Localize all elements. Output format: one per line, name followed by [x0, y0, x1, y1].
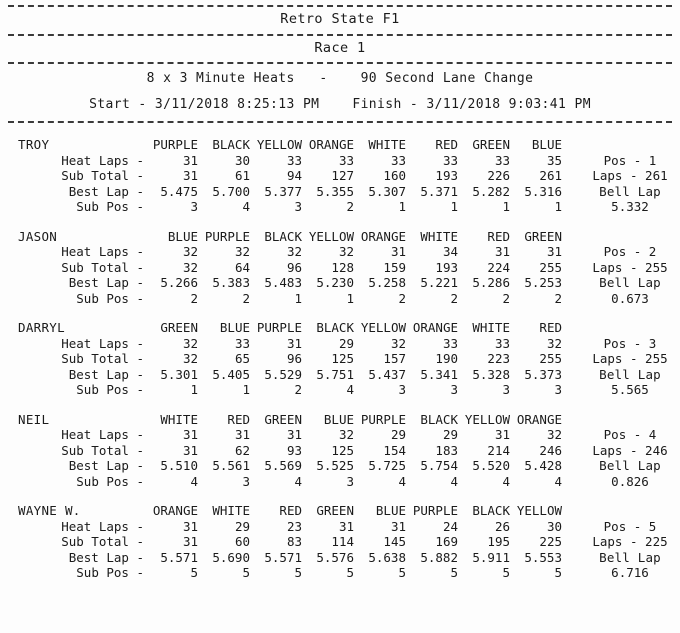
- sub-total-row: [0, 168, 680, 184]
- sub-total: 94: [286, 168, 302, 183]
- lane-color-header: BLACK: [316, 320, 354, 335]
- heat-laps-label: Heat Laps -: [61, 152, 144, 168]
- sub-pos: 3: [346, 473, 354, 489]
- best-lap: 5.751: [316, 366, 354, 382]
- sub-total: 65: [234, 351, 250, 366]
- sub-total: 64: [234, 259, 250, 275]
- best-lap: 5.355: [316, 183, 354, 199]
- best-lap: 5.377: [264, 183, 302, 199]
- best-lap: 5.882: [420, 549, 458, 565]
- total-laps-value: Laps - 261: [592, 168, 668, 183]
- sub-total: 223: [487, 351, 510, 366]
- heat-laps: 32: [338, 244, 354, 259]
- heat-laps-row: [0, 427, 680, 443]
- best-lap: 5.569: [264, 458, 302, 473]
- position-value: Pos - 1: [603, 152, 657, 168]
- heat-laps: 23: [286, 518, 302, 534]
- driver-header-row: [0, 412, 680, 428]
- sub-total: 96: [286, 351, 302, 366]
- heat-laps: 32: [286, 244, 302, 259]
- sub-pos: 3: [294, 199, 302, 214]
- position-value: Pos - 5: [603, 518, 657, 534]
- position-value: Pos - 4: [603, 427, 657, 442]
- sub-total-row: [0, 351, 680, 367]
- heat-laps: 31: [338, 518, 354, 534]
- sub-total: 195: [487, 534, 510, 549]
- best-lap: 5.553: [524, 549, 562, 565]
- heat-laps-label: Heat Laps -: [61, 244, 144, 259]
- heat-laps: 31: [390, 244, 406, 259]
- best-lap: 5.316: [524, 183, 562, 199]
- sub-total: 32: [182, 259, 198, 275]
- sub-total: 128: [331, 259, 354, 275]
- heat-laps: 33: [286, 152, 302, 168]
- sub-total: 93: [286, 442, 302, 458]
- heat-laps-row: [0, 244, 680, 260]
- best-lap-label: Best Lap -: [68, 549, 144, 565]
- sub-pos: 1: [450, 199, 458, 214]
- sub-total: 114: [331, 534, 354, 549]
- sub-total: 61: [234, 168, 250, 183]
- sub-total: 255: [539, 351, 562, 366]
- sub-pos: 2: [294, 382, 302, 397]
- sub-pos: 4: [554, 473, 562, 489]
- sub-pos: 3: [450, 382, 458, 397]
- event-title: Retro State F1: [280, 11, 400, 27]
- heat-laps: 35: [546, 152, 562, 168]
- best-lap: 5.266: [160, 275, 198, 290]
- best-lap-label: Best Lap -: [68, 275, 144, 290]
- driver-name: NEIL: [18, 411, 50, 427]
- heat-laps: 31: [286, 335, 302, 351]
- sub-pos: 1: [398, 199, 406, 214]
- bell-lap-time: 5.565: [611, 382, 649, 397]
- total-laps-value: Laps - 255: [592, 351, 668, 366]
- heat-laps: 31: [494, 427, 510, 442]
- heat-laps: 33: [442, 152, 458, 168]
- sub-pos: 4: [502, 473, 510, 489]
- lane-color-header: ORANGE: [360, 228, 406, 244]
- bell-lap-label: Bell Lap: [599, 183, 661, 199]
- heat-laps: 31: [390, 518, 406, 534]
- sub-pos: 5: [346, 565, 354, 580]
- best-lap: 5.561: [212, 458, 250, 473]
- best-lap: 5.258: [368, 275, 406, 290]
- lane-color-header: YELLOW: [516, 503, 562, 518]
- sub-pos: 2: [398, 290, 406, 306]
- best-lap: 5.576: [316, 549, 354, 565]
- sub-pos: 1: [554, 199, 562, 214]
- sub-total: 261: [539, 168, 562, 183]
- best-lap: 5.725: [368, 458, 406, 473]
- lane-color-header: RED: [227, 411, 250, 427]
- lane-color-header: BLACK: [472, 503, 510, 518]
- driver-header-row: [0, 229, 680, 245]
- sub-total: 190: [435, 351, 458, 366]
- lane-color-header: PURPLE: [360, 411, 406, 427]
- driver-header-row: [0, 503, 680, 519]
- driver-block: [0, 320, 680, 398]
- bell-lap-time: 0.826: [611, 473, 649, 489]
- best-lap-row: [0, 275, 680, 291]
- best-lap: 5.754: [420, 458, 458, 473]
- sub-pos: 3: [554, 382, 562, 397]
- best-lap: 5.571: [160, 549, 198, 565]
- lane-color-header: BLACK: [264, 228, 302, 244]
- sub-pos: 4: [450, 473, 458, 489]
- lane-color-header: ORANGE: [516, 411, 562, 427]
- best-lap-row: [0, 458, 680, 474]
- sub-total-label: Sub Total -: [61, 534, 144, 549]
- sub-total: 32: [182, 351, 198, 366]
- heat-laps: 33: [390, 152, 406, 168]
- lane-color-header: YELLOW: [256, 137, 302, 152]
- best-lap: 5.437: [368, 366, 406, 382]
- sub-total: 225: [539, 534, 562, 549]
- sub-total: 193: [435, 168, 458, 183]
- best-lap-label: Best Lap -: [68, 458, 144, 473]
- lane-color-header: RED: [487, 228, 510, 244]
- best-lap: 5.405: [212, 366, 250, 382]
- driver-block: [0, 503, 680, 581]
- best-lap: 5.571: [264, 549, 302, 565]
- sub-total: 226: [487, 168, 510, 183]
- best-lap: 5.253: [524, 275, 562, 290]
- total-laps-value: Laps - 246: [592, 442, 668, 458]
- sub-pos: 2: [450, 290, 458, 306]
- total-laps-value: Laps - 225: [592, 534, 668, 549]
- heat-laps: 31: [182, 427, 198, 442]
- lane-color-header: WHITE: [212, 503, 250, 518]
- heat-laps: 33: [494, 335, 510, 351]
- best-lap: 5.286: [472, 275, 510, 290]
- best-lap: 5.383: [212, 275, 250, 290]
- sub-pos: 2: [502, 290, 510, 306]
- sub-pos: 1: [502, 199, 510, 214]
- lane-color-header: GREEN: [524, 228, 562, 244]
- best-lap: 5.475: [160, 183, 198, 199]
- sub-pos: 2: [346, 199, 354, 214]
- driver-name: JASON: [18, 228, 58, 244]
- sub-pos-label: Sub Pos -: [76, 290, 144, 306]
- best-lap-label: Best Lap -: [68, 366, 144, 382]
- driver-block: [0, 229, 680, 307]
- sub-pos-row: [0, 382, 680, 398]
- sub-pos: 3: [502, 382, 510, 397]
- total-laps-value: Laps - 255: [592, 259, 668, 275]
- lane-color-header: ORANGE: [412, 320, 458, 335]
- bell-lap-time: 5.332: [611, 199, 649, 214]
- heat-laps: 33: [442, 335, 458, 351]
- sub-total-row: [0, 534, 680, 550]
- sub-total: 246: [539, 442, 562, 458]
- lane-color-header: YELLOW: [464, 411, 510, 427]
- sub-pos-row: [0, 565, 680, 581]
- sub-total: 183: [435, 442, 458, 458]
- sub-total-label: Sub Total -: [61, 168, 144, 183]
- sub-total-label: Sub Total -: [61, 442, 144, 458]
- heat-laps: 30: [234, 152, 250, 168]
- sub-pos-row: [0, 199, 680, 215]
- driver-header-row: [0, 320, 680, 336]
- sub-pos: 1: [294, 290, 302, 306]
- lane-color-header: BLUE: [531, 137, 562, 152]
- sub-pos-label: Sub Pos -: [76, 565, 144, 580]
- lane-color-header: WHITE: [472, 320, 510, 335]
- race-name: Race 1: [314, 40, 366, 56]
- sub-pos-row: [0, 474, 680, 490]
- lane-color-header: RED: [435, 137, 458, 152]
- heat-laps: 32: [182, 335, 198, 351]
- sub-total: 125: [331, 351, 354, 366]
- best-lap: 5.230: [316, 275, 354, 290]
- lane-color-header: GREEN: [316, 503, 354, 518]
- heat-laps: 33: [234, 335, 250, 351]
- sub-total-row: [0, 443, 680, 459]
- driver-name: DARRYL: [18, 320, 65, 335]
- heat-laps: 30: [546, 518, 562, 534]
- best-lap: 5.700: [212, 183, 250, 199]
- race-results-document: [0, 5, 680, 633]
- bell-lap-label: Bell Lap: [599, 549, 661, 565]
- heat-laps: 31: [234, 427, 250, 442]
- start-time: Start - 3/11/2018 8:25:13 PM: [89, 97, 320, 112]
- heat-laps: 31: [182, 518, 198, 534]
- heat-laps: 29: [234, 518, 250, 534]
- sub-pos: 5: [242, 565, 250, 580]
- race-format: 8 x 3 Minute Heats - 90 Second Lane Change: [146, 71, 534, 86]
- best-lap-label: Best Lap -: [68, 183, 144, 199]
- best-lap: 5.428: [524, 458, 562, 473]
- lane-color-header: RED: [539, 320, 562, 335]
- lane-color-header: BLUE: [375, 503, 406, 518]
- sub-total: 125: [331, 442, 354, 458]
- lane-color-header: PURPLE: [204, 228, 250, 244]
- sub-pos: 1: [242, 382, 250, 397]
- lane-color-header: WHITE: [420, 228, 458, 244]
- lane-color-header: GREEN: [472, 137, 510, 152]
- best-lap: 5.373: [524, 366, 562, 382]
- driver-header-row: [0, 137, 680, 153]
- sub-pos: 1: [346, 290, 354, 306]
- best-lap: 5.328: [472, 366, 510, 382]
- heat-laps: 34: [442, 244, 458, 259]
- best-lap: 5.529: [264, 366, 302, 382]
- heat-laps: 31: [546, 244, 562, 259]
- lane-color-header: BLACK: [212, 137, 250, 152]
- driver-results-list: [0, 123, 680, 581]
- lane-color-header: WHITE: [160, 411, 198, 427]
- position-value: Pos - 3: [603, 335, 657, 351]
- sub-total: 145: [383, 534, 406, 549]
- driver-name: WAYNE W.: [18, 503, 81, 518]
- position-value: Pos - 2: [603, 244, 657, 259]
- sub-total: 31: [182, 442, 198, 458]
- sub-total: 96: [286, 259, 302, 275]
- heat-laps: 29: [338, 335, 354, 351]
- sub-pos: 5: [190, 565, 198, 580]
- sub-pos: 5: [450, 565, 458, 580]
- lane-color-header: WHITE: [368, 137, 406, 152]
- sub-total-label: Sub Total -: [61, 351, 144, 366]
- heat-laps-row: [0, 336, 680, 352]
- sub-total: 157: [383, 351, 406, 366]
- sub-pos: 4: [346, 382, 354, 397]
- sub-total-label: Sub Total -: [61, 259, 144, 275]
- heat-laps: 32: [546, 427, 562, 442]
- best-lap: 5.341: [420, 366, 458, 382]
- best-lap: 5.371: [420, 183, 458, 199]
- heat-laps: 29: [442, 427, 458, 442]
- sub-total: 255: [539, 259, 562, 275]
- sub-pos-label: Sub Pos -: [76, 382, 144, 397]
- best-lap: 5.221: [420, 275, 458, 290]
- lane-color-header: PURPLE: [256, 320, 302, 335]
- heat-laps: 29: [390, 427, 406, 442]
- best-lap: 5.307: [368, 183, 406, 199]
- heat-laps: 24: [442, 518, 458, 534]
- driver-block: [0, 137, 680, 215]
- lane-color-header: ORANGE: [308, 137, 354, 152]
- sub-total: 60: [234, 534, 250, 549]
- driver-name: TROY: [18, 137, 50, 152]
- sub-pos: 1: [190, 382, 198, 397]
- sub-pos: 5: [554, 565, 562, 580]
- best-lap: 5.520: [472, 458, 510, 473]
- sub-pos: 4: [294, 473, 302, 489]
- sub-total: 224: [487, 259, 510, 275]
- sub-total: 31: [182, 534, 198, 549]
- sub-total-row: [0, 260, 680, 276]
- race-times: [0, 89, 680, 115]
- bell-lap-label: Bell Lap: [599, 275, 661, 290]
- sub-total: 31: [182, 168, 198, 183]
- sub-total: 193: [435, 259, 458, 275]
- lane-color-header: BLUE: [219, 320, 250, 335]
- sub-total: 62: [234, 442, 250, 458]
- sub-total: 160: [383, 168, 406, 183]
- bell-lap-time: 6.716: [611, 565, 649, 580]
- lane-color-header: PURPLE: [412, 503, 458, 518]
- heat-laps: 26: [494, 518, 510, 534]
- sub-total: 127: [331, 168, 354, 183]
- lane-color-header: GREEN: [160, 320, 198, 335]
- sub-pos-row: [0, 291, 680, 307]
- driver-block: [0, 412, 680, 490]
- best-lap: 5.483: [264, 275, 302, 290]
- heat-laps: 31: [286, 427, 302, 442]
- bell-lap-time: 0.673: [611, 290, 649, 306]
- lane-color-header: GREEN: [264, 411, 302, 427]
- lane-color-header: BLACK: [420, 411, 458, 427]
- sub-total: 214: [487, 442, 510, 458]
- best-lap: 5.282: [472, 183, 510, 199]
- sub-total: 83: [286, 534, 302, 549]
- heat-laps: 32: [234, 244, 250, 259]
- heat-laps: 32: [182, 244, 198, 259]
- sub-pos: 4: [398, 473, 406, 489]
- heat-laps: 32: [390, 335, 406, 351]
- heat-laps: 31: [494, 244, 510, 259]
- sub-pos-label: Sub Pos -: [76, 473, 144, 489]
- best-lap-row: [0, 367, 680, 383]
- sub-pos: 3: [398, 382, 406, 397]
- best-lap: 5.301: [160, 366, 198, 382]
- sub-pos: 4: [242, 199, 250, 214]
- bell-lap-label: Bell Lap: [599, 366, 661, 382]
- heat-laps: 31: [182, 152, 198, 168]
- sub-pos: 3: [242, 473, 250, 489]
- sub-pos: 5: [398, 565, 406, 580]
- sub-pos: 3: [190, 199, 198, 214]
- best-lap: 5.638: [368, 549, 406, 565]
- heat-laps-label: Heat Laps -: [61, 335, 144, 351]
- sub-pos: 5: [294, 565, 302, 580]
- heat-laps-row: [0, 519, 680, 535]
- lane-color-header: YELLOW: [360, 320, 406, 335]
- lane-color-header: PURPLE: [152, 137, 198, 152]
- sub-total: 159: [383, 259, 406, 275]
- best-lap: 5.510: [160, 458, 198, 473]
- best-lap-row: [0, 184, 680, 200]
- heat-laps: 32: [546, 335, 562, 351]
- heat-laps-row: [0, 153, 680, 169]
- lane-color-header: BLUE: [167, 228, 198, 244]
- heat-laps-label: Heat Laps -: [61, 518, 144, 534]
- lane-color-header: ORANGE: [152, 503, 198, 518]
- heat-laps: 33: [494, 152, 510, 168]
- sub-pos: 4: [190, 473, 198, 489]
- bell-lap-label: Bell Lap: [599, 458, 661, 473]
- best-lap: 5.911: [472, 549, 510, 565]
- finish-time: Finish - 3/11/2018 9:03:41 PM: [352, 97, 591, 112]
- lane-color-header: BLUE: [323, 411, 354, 427]
- heat-laps: 32: [338, 427, 354, 442]
- lane-color-header: RED: [279, 503, 302, 518]
- sub-pos: 2: [554, 290, 562, 306]
- heat-laps: 33: [338, 152, 354, 168]
- best-lap-row: [0, 550, 680, 566]
- best-lap: 5.525: [316, 458, 354, 473]
- sub-total: 154: [383, 442, 406, 458]
- sub-pos-label: Sub Pos -: [76, 199, 144, 214]
- heat-laps-label: Heat Laps -: [61, 427, 144, 442]
- best-lap: 5.690: [212, 549, 250, 565]
- lane-color-header: YELLOW: [308, 228, 354, 244]
- sub-pos: 2: [190, 290, 198, 306]
- sub-pos: 2: [242, 290, 250, 306]
- sub-total: 169: [435, 534, 458, 549]
- sub-pos: 5: [502, 565, 510, 580]
